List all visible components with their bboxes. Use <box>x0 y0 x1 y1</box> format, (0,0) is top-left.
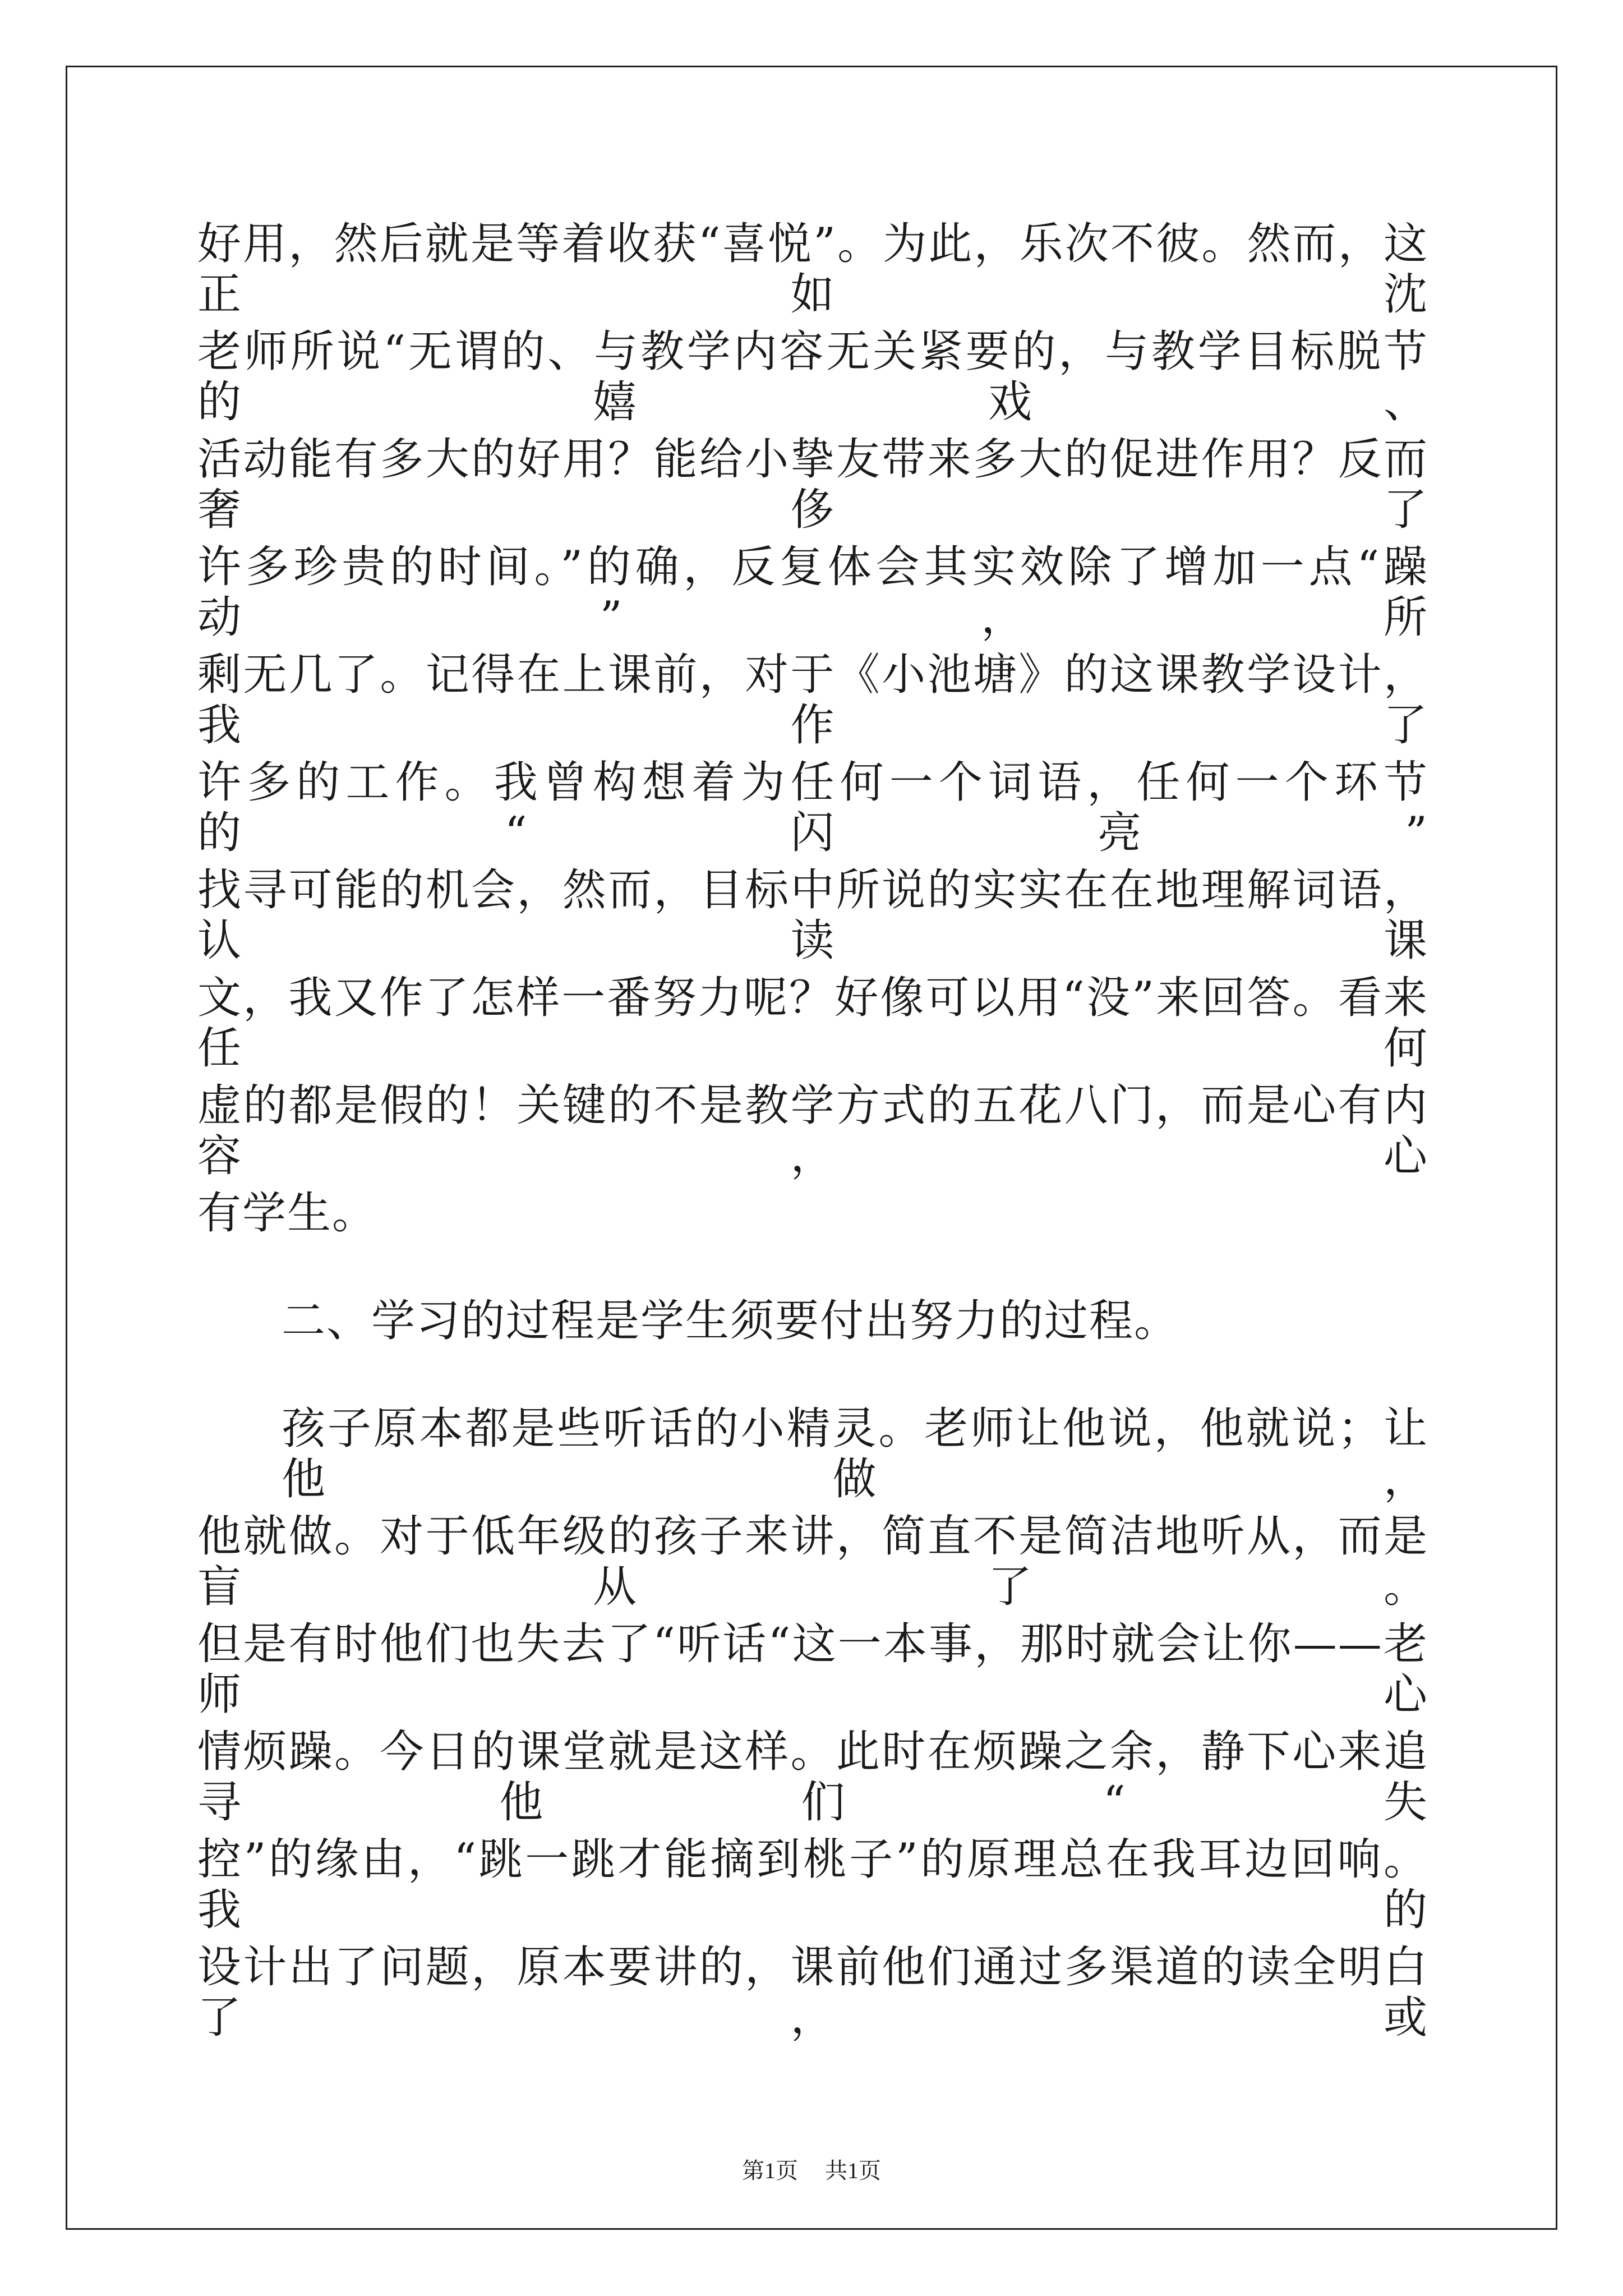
text-line: 孩子原本都是些听话的小精灵。老师让他说，他就说；让他做， <box>282 1404 1428 1504</box>
page-total: 共1页 <box>825 2158 881 2183</box>
text-line: 但是有时他们也失去了“听话“这一本事，那时就会让你——老师心 <box>197 1619 1428 1720</box>
page-number: 第1页 <box>742 2158 798 2183</box>
text-line: 许多珍贵的时间。”的确，反复体会其实效除了增加一点“躁动”，所 <box>197 542 1428 643</box>
text-line: 好用，然后就是等着收获“喜悦”。为此，乐次不彼。然而，这正如沈 <box>197 219 1428 320</box>
text-line: 老师所说“无谓的、与教学内容无关紧要的，与教学目标脱节的嬉戏、 <box>197 326 1428 427</box>
text-line: 设计出了问题，原本要讲的，课前他们通过多渠道的读全明白了，或 <box>197 1942 1428 2043</box>
text-line: 找寻可能的机会，然而，目标中所说的实实在在地理解词语，认读课 <box>197 865 1428 966</box>
text-line: 控”的缘由，“跳一跳才能摘到桃子”的原理总在我耳边回响。我的 <box>197 1834 1428 1935</box>
page-footer <box>0 2157 1623 2184</box>
text-line: 情烦躁。今日的课堂就是这样。此时在烦躁之余，静下心来追寻他们“失 <box>197 1727 1428 1828</box>
section-heading: 二、学习的过程是学生须要付出努力的过程。 <box>282 1296 1179 1346</box>
text-line: 他就做。对于低年级的孩子来讲，简直不是简洁地听从，而是盲从了。 <box>197 1511 1428 1612</box>
text-line: 有学生。 <box>197 1188 377 1239</box>
text-line: 文，我又作了怎样一番努力呢？好像可以用“没”来回答。看来任何 <box>197 973 1428 1074</box>
text-line: 虚的都是假的！关键的不是教学方式的五花八门，而是心有内容，心 <box>197 1080 1428 1181</box>
text-line: 许多的工作。我曾构想着为任何一个词语，任何一个环节的“闪亮” <box>197 757 1428 858</box>
text-line: 剩无几了。记得在上课前，对于《小池塘》的这课教学设计，我作了 <box>197 650 1428 751</box>
text-line: 活动能有多大的好用？能给小挚友带来多大的促进作用？反而奢侈了 <box>197 434 1428 535</box>
